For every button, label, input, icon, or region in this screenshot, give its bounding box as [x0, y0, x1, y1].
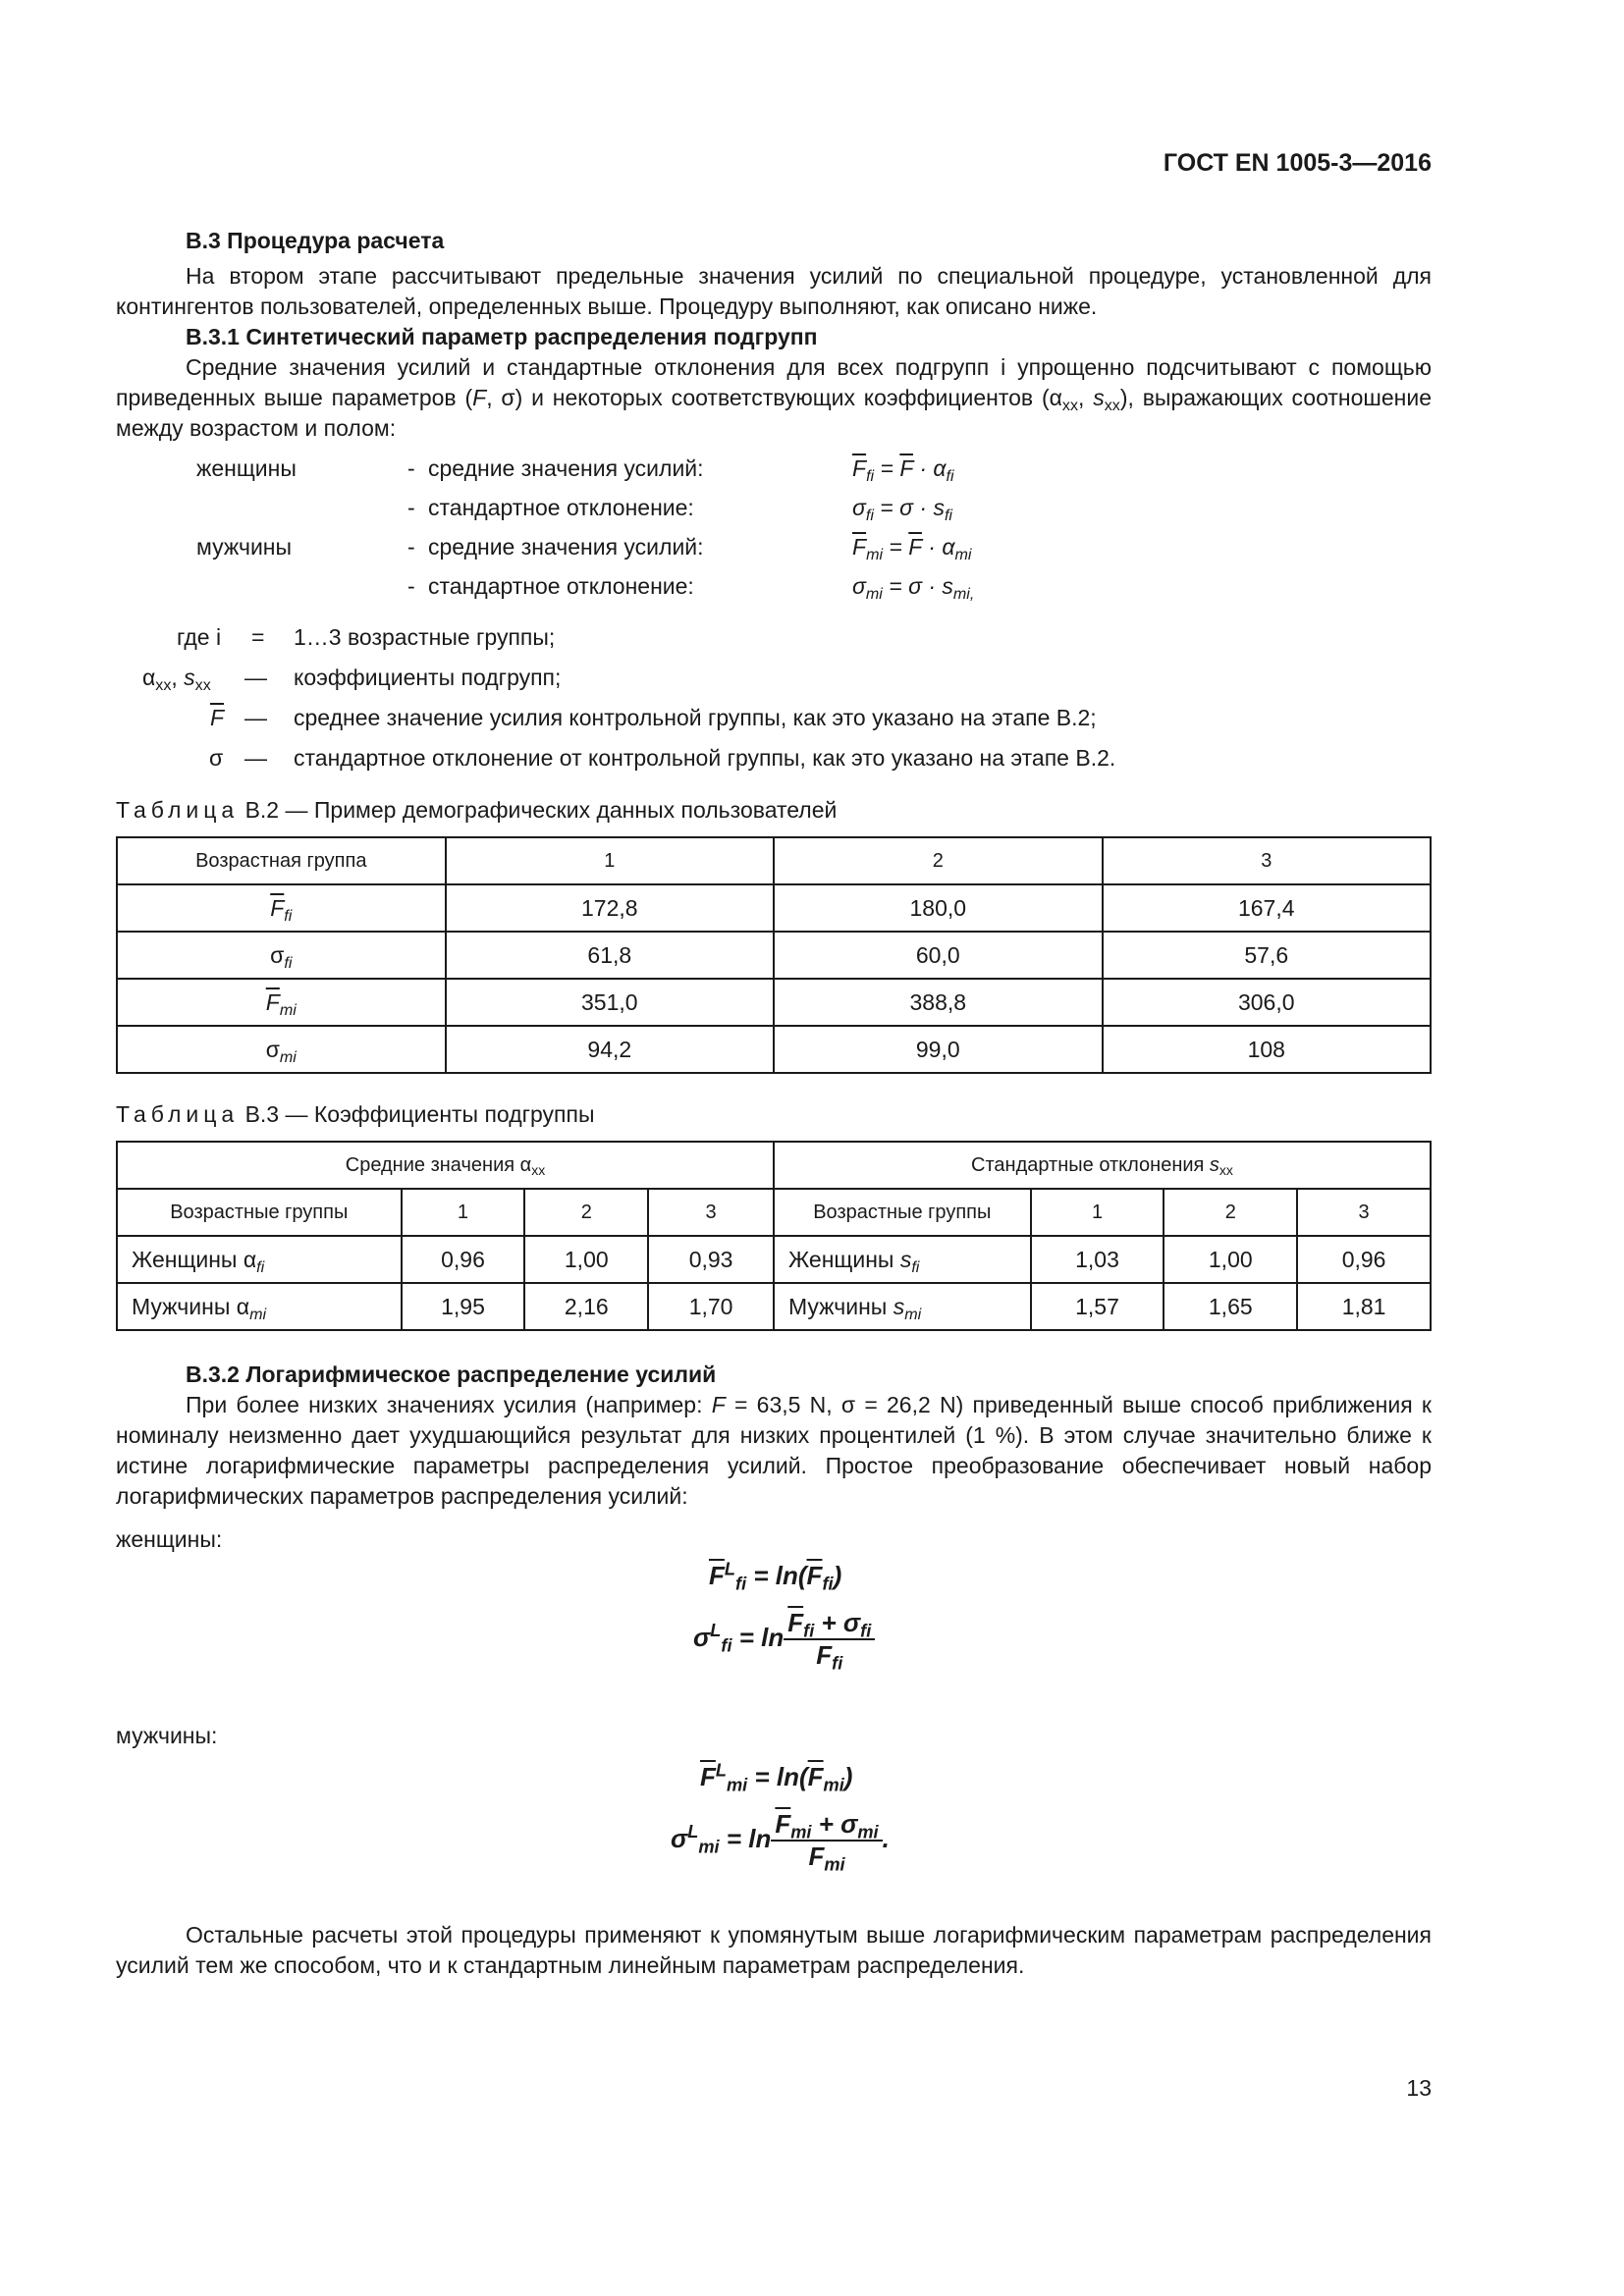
table-cell: 1,70 [648, 1283, 774, 1330]
emdash: — [244, 745, 267, 771]
fraction: $\frac{\overline{F}_{fi} + \sigma_{fi}}{\overline{F}_{fi}}$ [784, 1608, 875, 1671]
table-header-cell: 1 [1031, 1189, 1164, 1236]
document-id: ГОСТ EN 1005-3—2016 [1163, 149, 1432, 177]
men-label: мужчины [196, 534, 293, 560]
table-cell: 388,8 [774, 979, 1102, 1026]
table-cell: 167,4 [1103, 884, 1432, 932]
table-cell: 1,81 [1297, 1283, 1431, 1330]
table-cell: 0,96 [402, 1236, 525, 1283]
section-b3-paragraph: На втором этапе рассчитывают предельные значения усилий по специальной процедуре, установленной для контингентов пользователей, определенных выше. Процедуру выполняют, как описано ниже. [116, 263, 1432, 319]
table-header-cell: 3 [648, 1189, 774, 1236]
table-header-cell: 1 [402, 1189, 525, 1236]
table-cell: 1,95 [402, 1283, 525, 1330]
row-label: Мужчины $\alpha_{mi}$ [117, 1283, 402, 1330]
mean-label: средние значения усилий: [428, 455, 704, 481]
table-header-row [117, 1189, 1431, 1236]
table-cell: 172,8 [446, 884, 774, 932]
section-b3-title: B.3 Процедура расчета [186, 228, 445, 253]
table-b3 [116, 1141, 1432, 1331]
emdash: — [244, 665, 267, 690]
dash: - [407, 573, 415, 599]
table-row [117, 1283, 1431, 1330]
men-std-formula: $\sigma_{mi} = \sigma \cdot s_{mi,}$ [852, 573, 975, 603]
equals-sign: = [251, 624, 265, 650]
table-row [117, 1026, 1431, 1073]
row-label: Женщины $\alpha_{fi}$ [117, 1236, 402, 1283]
table-header-cell: 2 [1164, 1189, 1297, 1236]
men-log-mean-formula: $\overline{F}^L_{mi} = \ln(\overline{F}_{mi})$ [700, 1760, 853, 1795]
table-header-cell: 3 [1103, 837, 1432, 884]
row-label: $\sigma_{fi}$ [117, 932, 446, 979]
table-cell: 306,0 [1103, 979, 1432, 1026]
row-label: Мужчины $s_{mi}$ [774, 1283, 1031, 1330]
table-b2-caption: Таблица B.2 — Пример демографических данных пользователей [116, 797, 838, 823]
table-cell: 61,8 [446, 932, 774, 979]
table-row [117, 979, 1431, 1026]
def-F: среднее значение усилия контрольной группы, как это указано на этапе B.2; [294, 705, 1097, 730]
table-b2 [116, 836, 1432, 1074]
women-std-formula: $\sigma_{fi} = \sigma \cdot s_{fi}$ [852, 495, 952, 524]
std-label: стандартное отклонение: [428, 573, 694, 599]
emdash: — [244, 705, 267, 730]
mean-label: средние значения усилий: [428, 534, 704, 560]
table-header-cell: 1 [446, 837, 774, 884]
table-cell: 57,6 [1103, 932, 1432, 979]
men-mean-formula: $\overline{F}_{mi} = \overline{F} \cdot \alpha_{mi}$ [852, 534, 972, 563]
def-sigma: стандартное отклонение от контрольной группы, как это указано на этапе B.2. [294, 745, 1116, 771]
dash: - [407, 495, 415, 520]
women-mean-formula: $\overline{F}_{fi} = \overline{F} \cdot \alpha_{fi}$ [852, 455, 954, 485]
table-cell: 1,57 [1031, 1283, 1164, 1330]
table-cell: 0,96 [1297, 1236, 1431, 1283]
row-label: $\overline{F}_{mi}$ [117, 979, 446, 1026]
def-sigma-symbol: σ [209, 745, 224, 771]
table-cell: 351,0 [446, 979, 774, 1026]
def-coef-symbols: $\alpha_{xx}$, $s_{xx}$ [142, 665, 211, 694]
men-formulas-label: мужчины: [116, 1723, 218, 1748]
row-label: $\sigma_{mi}$ [117, 1026, 446, 1073]
def-coef: коэффициенты подгрупп; [294, 665, 562, 690]
dash: - [407, 534, 415, 560]
group-header-means: Средние значения $\alpha_{xx}$ [117, 1142, 774, 1189]
table-cell: 0,93 [648, 1236, 774, 1283]
table-row [117, 1236, 1431, 1283]
table-header-row [117, 837, 1431, 884]
table-cell: 60,0 [774, 932, 1102, 979]
women-label: женщины [196, 455, 297, 481]
table-header-cell: 3 [1297, 1189, 1431, 1236]
final-paragraph: Остальные расчеты этой процедуры применяют к упомянутым выше логарифмическим параметрам распределения усилий тем же способом, что и к стандартным линейным параметрам распределения. [116, 1922, 1432, 1978]
section-b31-title: B.3.1 Синтетический параметр распределения подгрупп [186, 324, 818, 349]
women-log-mean-formula: $\overline{F}^L_{fi} = \ln(\overline{F}_{fi})$ [709, 1559, 842, 1594]
table-b3-caption: Таблица B.3 — Коэффициенты подгруппы [116, 1101, 595, 1127]
men-log-std-formula: $\sigma^L_{mi} = \ln$ $\frac{\overline{F}_{mi} + \sigma_{mi}}{\overline{F}_{mi}}$ . [671, 1809, 890, 1875]
table-cell: 180,0 [774, 884, 1102, 932]
table-header-cell: 2 [774, 837, 1102, 884]
women-formulas-label: женщины: [116, 1526, 223, 1552]
section-b32-paragraph: При более низких значениях усилия (например: F = 63,5 N, σ = 26,2 N) приведенный выше способ приближения к номиналу неизменно дает ухудшающийся результат для низких процентилей (1 %). В этом случае значительно ближе к истине логарифмические параметры распределения усилий. Простое преобразование обеспечивает новый набор логарифмических параметров распределения усилий: [116, 1392, 1432, 1509]
women-log-std-formula: $\sigma^L_{fi} = \ln$ $\frac{\overline{F}_{fi} + \sigma_{fi}}{\overline{F}_{fi}}$ [693, 1608, 875, 1671]
page-number: 13 [1406, 2075, 1432, 2101]
table-cell: 94,2 [446, 1026, 774, 1073]
table-cell: 99,0 [774, 1026, 1102, 1073]
where-label: где i [177, 624, 222, 650]
table-header-cell: Возрастная группа [117, 837, 446, 884]
std-label: стандартное отклонение: [428, 495, 694, 520]
group-header-std: Стандартные отклонения $s_{xx}$ [774, 1142, 1431, 1189]
def-i: 1…3 возрастные группы; [294, 624, 556, 650]
table-cell: 2,16 [524, 1283, 648, 1330]
row-label: $\overline{F}_{fi}$ [117, 884, 446, 932]
table-group-header-row [117, 1142, 1431, 1189]
table-header-cell: Возрастные группы [774, 1189, 1031, 1236]
table-cell: 108 [1103, 1026, 1432, 1073]
table-cell: 1,03 [1031, 1236, 1164, 1283]
table-row [117, 884, 1431, 932]
section-b32-title: B.3.2 Логарифмическое распределение усилий [186, 1362, 717, 1387]
def-F-symbol: $\overline{F}$ [210, 705, 225, 730]
table-cell: 1,00 [524, 1236, 648, 1283]
table-header-cell: Возрастные группы [117, 1189, 402, 1236]
table-row [117, 932, 1431, 979]
table-header-cell: 2 [524, 1189, 648, 1236]
table-cell: 1,65 [1164, 1283, 1297, 1330]
dash: - [407, 455, 415, 481]
section-b31-paragraph: Средние значения усилий и стандартные отклонения для всех подгрупп i упрощенно подсчитывают с помощью приведенных выше параметров (F, σ) и некоторых соответствующих коэффициентов ($\alpha_{xx}$, $s_{xx}$), выражающих соотношение между возрастом и полом: [116, 354, 1433, 441]
table-cell: 1,00 [1164, 1236, 1297, 1283]
fraction: $\frac{\overline{F}_{mi} + \sigma_{mi}}{\overline{F}_{mi}}$ [771, 1809, 882, 1872]
row-label: Женщины $s_{fi}$ [774, 1236, 1031, 1283]
